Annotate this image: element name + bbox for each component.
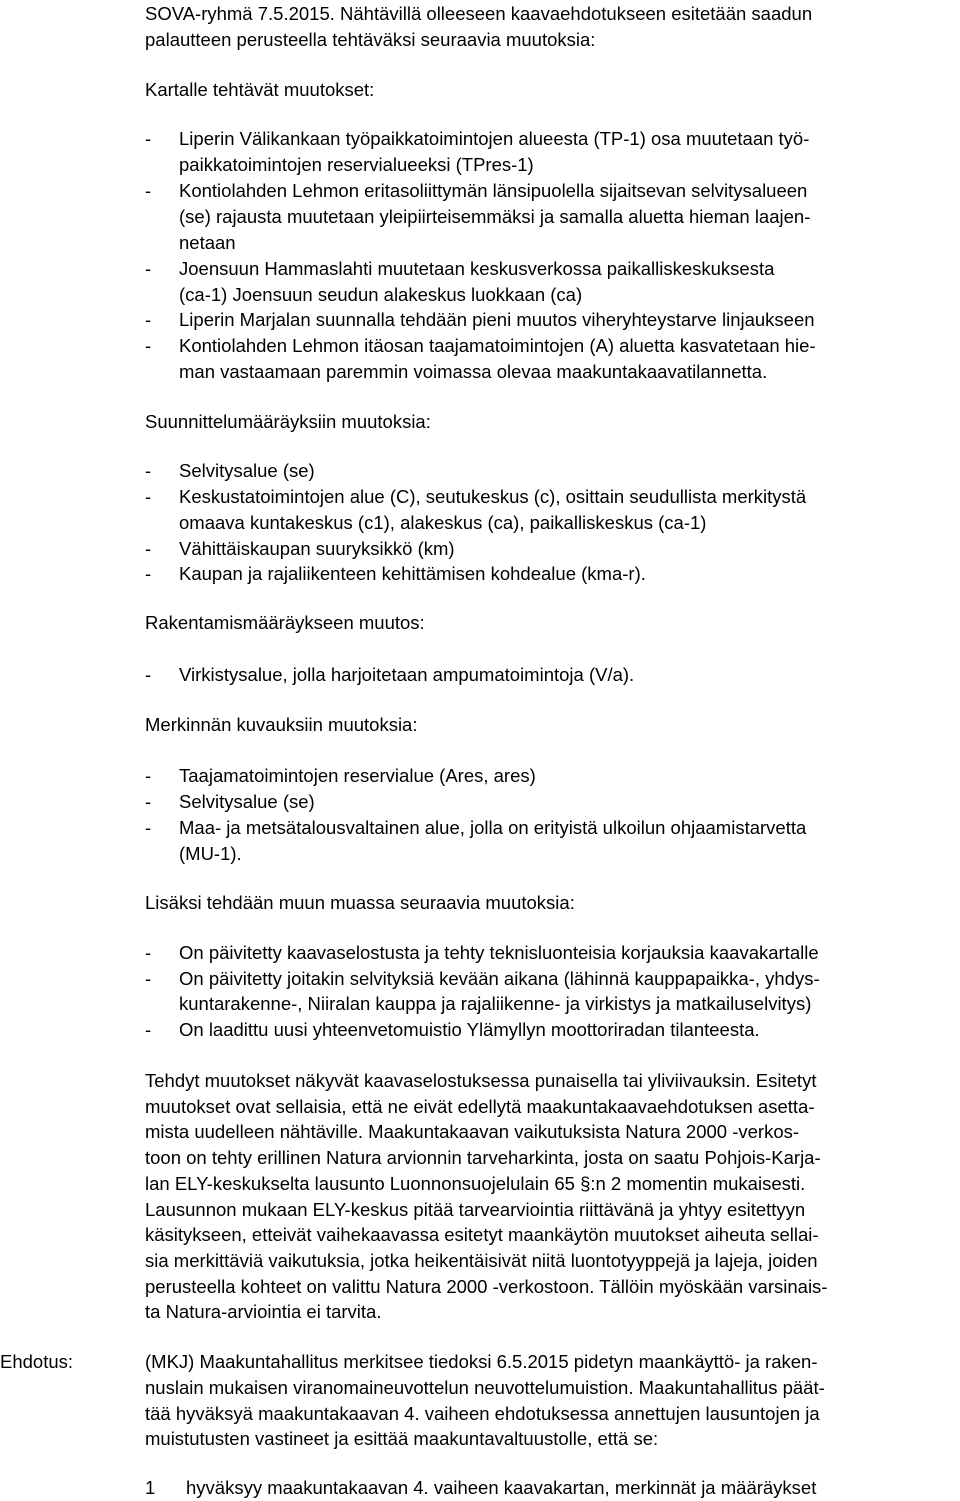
list-item-text: Selvitysalue (se) xyxy=(179,460,315,481)
section-heading-map-changes: Kartalle tehtävät muutokset: xyxy=(145,79,375,100)
list-item-text: Liperin Välikankaan työpaikkatoimintojen alueesta (TP-1) osa muutetaan työ- xyxy=(179,128,810,149)
list-item-text: Kaupan ja rajaliikenteen kehittämisen kohdealue (kma-r). xyxy=(179,563,646,584)
bullet-dash: - xyxy=(145,128,152,149)
list-item-text: (ca-1) Joensuun seudun alakeskus luokkaan (ca) xyxy=(179,284,583,305)
proposal-line: (MKJ) Maakuntahallitus merkitsee tiedoksi 6.5.2015 pidetyn maankäyttö- ja raken- xyxy=(145,1351,818,1372)
proposal-line: tää hyväksyä maakuntakaavan 4. vaiheen ehdotuksessa annettujen lausuntojen ja xyxy=(145,1403,820,1424)
list-item-text: Vähittäiskaupan suuryksikkö (km) xyxy=(179,538,455,559)
bullet-dash: - xyxy=(145,180,152,201)
section-heading-notation-desc: Merkinnän kuvauksiin muutoksia: xyxy=(145,714,418,735)
list-item-text: Maa- ja metsätalousvaltainen alue, jolla on erityistä ulkoilun ohjaamistarvetta xyxy=(179,817,807,838)
list-item-text: Keskustatoimintojen alue (C), seutukeskus (c), osittain seudullista merkitystä xyxy=(179,486,807,507)
summary-line: muutokset ovat sellaisia, että ne eivät edellytä maakuntakaavaehdotuksen asetta- xyxy=(145,1096,815,1117)
summary-line: käsitykseen, etteivät vaihekaavassa esitetyt maankäytön muutokset aiheuta sellai- xyxy=(145,1224,819,1245)
section-heading-other-changes: Lisäksi tehdään muun muassa seuraavia muutoksia: xyxy=(145,892,575,913)
list-item-text: paikkatoimintojen reservialueeksi (TPres-1) xyxy=(179,154,534,175)
list-item-text: On päivitetty joitakin selvityksiä kevään aikana (lähinnä kauppapaikka-, yhdys- xyxy=(179,968,820,989)
bullet-dash: - xyxy=(145,563,152,584)
list-item-text: omaava kuntakeskus (c1), alakeskus (ca), paikalliskeskus (ca-1) xyxy=(179,512,707,533)
intro-line-1: SOVA-ryhmä 7.5.2015. Nähtävillä olleeseen kaavaehdotukseen esitetään saadun xyxy=(145,3,813,24)
list-item-text: kuntarakenne-, Niiralan kauppa ja rajaliikenne- ja virkistys ja matkailuselvitys) xyxy=(179,993,812,1014)
numbered-item-text: hyväksyy maakuntakaavan 4. vaiheen kaavakartan, merkinnät ja määräykset xyxy=(186,1477,817,1498)
proposal-line: nuslain mukaisen viranomaineuvottelun neuvottelumuistion. Maakuntahallitus päät- xyxy=(145,1377,825,1398)
list-item-text: Selvitysalue (se) xyxy=(179,791,315,812)
bullet-dash: - xyxy=(145,968,152,989)
numbered-item-number: 1 xyxy=(145,1477,156,1498)
summary-line: ta Natura-arviointia ei tarvita. xyxy=(145,1301,382,1322)
list-item-text: (se) rajausta muutetaan yleipiirteisemmäksi ja samalla aluetta hieman laajen- xyxy=(179,206,811,227)
list-item-text: Virkistysalue, jolla harjoitetaan ampumatoimintoja (V/a). xyxy=(179,664,635,685)
list-item-text: On päivitetty kaavaselostusta ja tehty teknisluonteisia korjauksia kaavakartalle xyxy=(179,942,819,963)
summary-line: Tehdyt muutokset näkyvät kaavaselostuksessa punaisella tai yliviivauksin. Esitetyt xyxy=(145,1070,817,1091)
bullet-dash: - xyxy=(145,460,152,481)
proposal-label: Ehdotus: xyxy=(0,1351,74,1372)
bullet-dash: - xyxy=(145,335,152,356)
list-item-text: netaan xyxy=(179,232,236,253)
bullet-dash: - xyxy=(145,1019,152,1040)
list-item-text: man vastaamaan paremmin voimassa olevaa maakuntakaavatilannetta. xyxy=(179,361,768,382)
list-item-text: (MU-1). xyxy=(179,843,242,864)
summary-line: sia merkittäviä vaikutuksia, jotka heikentäisivät niitä luontotyyppejä ja lajeja, joiden xyxy=(145,1250,818,1271)
list-item-text: Kontiolahden Lehmon itäosan taajamatoimintojen (A) aluetta kasvatetaan hie- xyxy=(179,335,816,356)
bullet-dash: - xyxy=(145,538,152,559)
section-heading-building-reg: Rakentamismääräykseen muutos: xyxy=(145,612,425,633)
list-item-text: Joensuun Hammaslahti muutetaan keskusverkossa paikalliskeskuksesta xyxy=(179,258,775,279)
proposal-line: muistutusten vastineet ja esittää maakuntavaltuustolle, että se: xyxy=(145,1428,659,1449)
bullet-dash: - xyxy=(145,791,152,812)
summary-line: toon on tehty erillinen Natura arvionnin tarveharkinta, josta on saatu Pohjois-Karja- xyxy=(145,1147,821,1168)
summary-line: Lausunnon mukaan ELY-keskus pitää tarvearviointia riittävänä ja yhtyy esitettyyn xyxy=(145,1199,806,1220)
section-heading-planning-regs: Suunnittelumääräyksiin muutoksia: xyxy=(145,411,431,432)
bullet-dash: - xyxy=(145,309,152,330)
summary-line: perusteella kohteet on valittu Natura 2000 -verkostoon. Tällöin myöskään varsinais- xyxy=(145,1276,828,1297)
bullet-dash: - xyxy=(145,486,152,507)
list-item-text: Liperin Marjalan suunnalla tehdään pieni muutos viheryhteystarve linjaukseen xyxy=(179,309,815,330)
list-item-text: On laadittu uusi yhteenvetomuistio Ylämyllyn moottoriradan tilanteesta. xyxy=(179,1019,760,1040)
bullet-dash: - xyxy=(145,664,152,685)
intro-line-2: palautteen perusteella tehtäväksi seuraavia muutoksia: xyxy=(145,29,596,50)
summary-line: mista uudelleen nähtäville. Maakuntakaavan vaikutuksista Natura 2000 -verkos- xyxy=(145,1121,800,1142)
bullet-dash: - xyxy=(145,258,152,279)
list-item-text: Kontiolahden Lehmon eritasoliittymän länsipuolella sijaitsevan selvitysalueen xyxy=(179,180,808,201)
bullet-dash: - xyxy=(145,765,152,786)
bullet-dash: - xyxy=(145,942,152,963)
summary-line: lan ELY-keskukselta lausunto Luonnonsuojelulain 65 §:n 2 momentin mukaisesti. xyxy=(145,1173,806,1194)
bullet-dash: - xyxy=(145,817,152,838)
list-item-text: Taajamatoimintojen reservialue (Ares, ares) xyxy=(179,765,536,786)
